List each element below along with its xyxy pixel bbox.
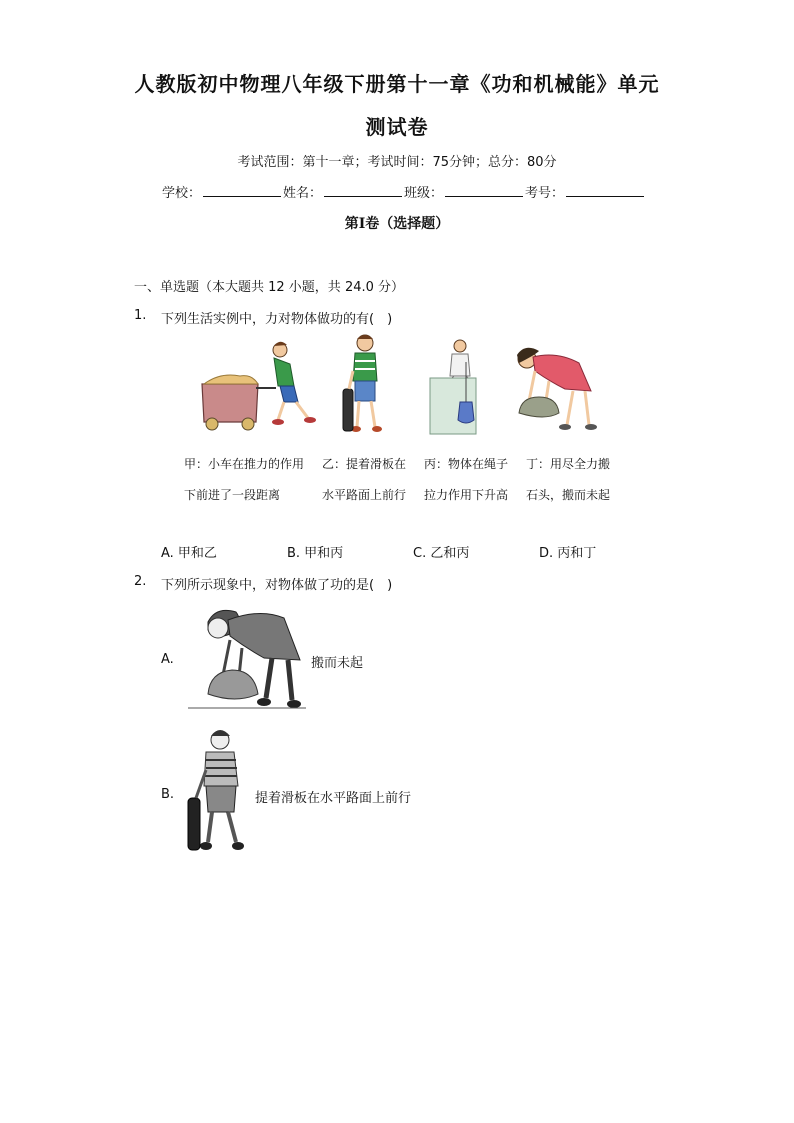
- q1-option-d[interactable]: D. 丙和丁: [539, 546, 597, 561]
- class-label: 班级：: [404, 186, 444, 201]
- exam-title-line2: 测试卷: [365, 115, 429, 139]
- name-blank[interactable]: [324, 184, 402, 197]
- q2-option-a-text: 搬而未起: [311, 656, 364, 671]
- q2-option-a-label[interactable]: A.: [161, 652, 174, 667]
- exam-info: 考试范围：第十一章；考试时间：75分钟；总分：80分: [237, 155, 557, 170]
- q1-stem: 下列生活实例中，力对物体做功的有( ): [161, 312, 393, 327]
- q1-caption-3-line1: 丙：物体在绳子: [424, 457, 509, 471]
- q1-option-a[interactable]: A. 甲和乙: [161, 546, 217, 561]
- class-blank[interactable]: [445, 184, 523, 197]
- q2-option-b-label[interactable]: B.: [161, 787, 175, 802]
- q1-option-b[interactable]: B. 甲和丙: [287, 546, 344, 561]
- volume-title: 第I卷（选择题）: [344, 216, 450, 232]
- q1-caption-4-line1: 丁：用尽全力搬: [526, 457, 611, 471]
- school-label: 学校：: [162, 186, 202, 201]
- exam-title-line1: 人教版初中物理八年级下册第十一章《功和机械能》单元: [134, 72, 660, 96]
- q2-option-b-illustration: [182, 726, 254, 856]
- student-fields: [162, 182, 646, 201]
- school-blank[interactable]: [203, 184, 281, 197]
- number-blank[interactable]: [566, 184, 644, 197]
- q1-illustration-rope: [426, 336, 486, 436]
- q1-caption-2-line1: 乙：提着滑板在: [322, 457, 407, 471]
- q1-option-c[interactable]: C. 乙和丙: [413, 546, 470, 561]
- q2-stem: 下列所示现象中，对物体做了功的是( ): [161, 578, 393, 593]
- q1-caption-2-line2: 水平路面上前行: [322, 488, 407, 502]
- q1-number: 1.: [134, 308, 147, 323]
- q2-option-a-illustration: [180, 600, 308, 712]
- q1-caption-4-line2: 石头，搬而未起: [526, 488, 611, 502]
- q2-number: 2.: [134, 574, 147, 589]
- section-header: 一、单选题（本大题共 12 小题，共 24.0 分）: [134, 280, 405, 295]
- q2-option-b-text: 提着滑板在水平路面上前行: [255, 791, 412, 806]
- name-label: 姓名：: [283, 186, 323, 201]
- q1-caption-1-line2: 下前进了一段距离: [184, 488, 281, 502]
- q1-illustration-cart: [190, 336, 325, 432]
- number-label: 考号：: [525, 186, 565, 201]
- q1-illustration-skateboard: [335, 331, 395, 437]
- q1-illustration-rock: [505, 341, 600, 433]
- q1-caption-3-line2: 拉力作用下升高: [424, 488, 509, 502]
- q1-caption-1-line1: 甲：小车在推力的作用: [184, 457, 305, 471]
